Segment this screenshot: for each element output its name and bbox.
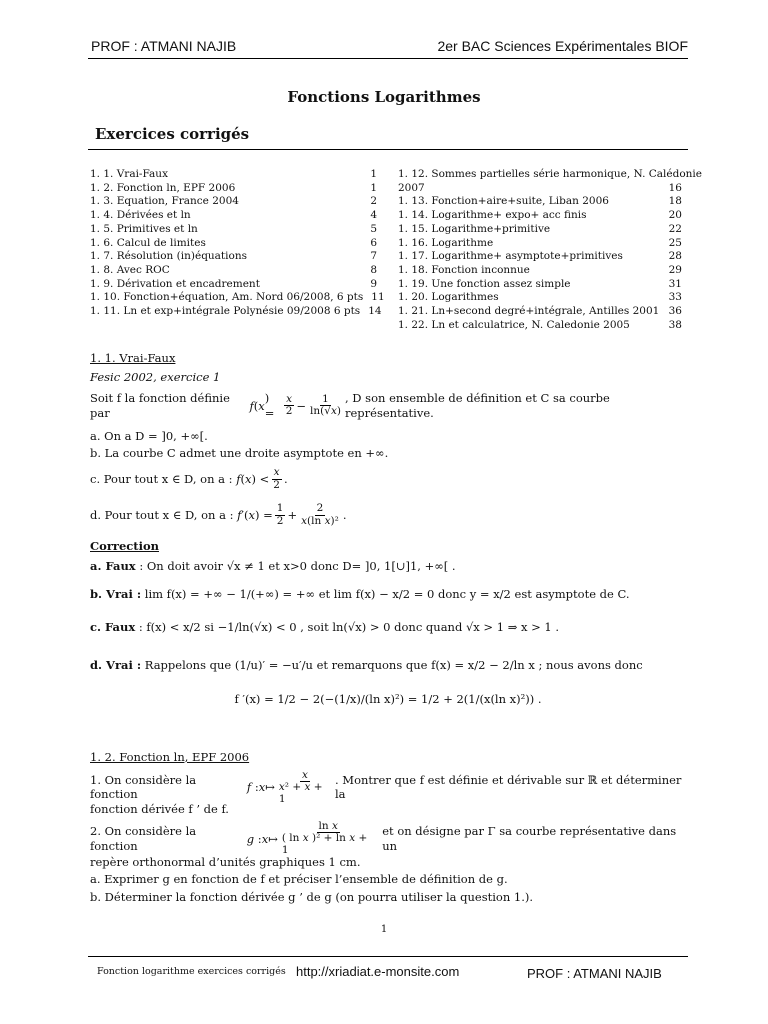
exercise-2-q2-cont: repère orthonormal d’unités graphiques 1 cm. <box>90 854 361 869</box>
toc-item-page: 18 <box>668 195 682 208</box>
exercise-2-q1-cont: fonction dérivée f ’ de f. <box>90 802 229 817</box>
toc-item-label: 1. 14. Logarithme+ expo+ acc finis <box>398 209 587 222</box>
toc-item[interactable] <box>90 237 377 251</box>
correction-heading: Correction <box>90 538 159 553</box>
exercise-2 <box>90 750 686 904</box>
page-number: 1 <box>380 924 388 935</box>
toc-item-page: 2 <box>370 195 377 208</box>
toc-item-label: 1. 13. Fonction+aire+suite, Liban 2006 <box>398 195 609 208</box>
toc-item-page: 1 <box>370 168 377 180</box>
toc-item-label: 1. 18. Fonction inconnue <box>398 263 530 276</box>
exercise-2-qa: a. Exprimer g en fonction de f et préciser l’ensemble de définition de g. <box>90 872 508 887</box>
toc-item-page: 1 <box>370 181 377 194</box>
question-c: c. Pour tout x ∈ D, on a : f ( x ) < $\frac{x}{2}$ . <box>90 466 288 491</box>
question-b: b. La courbe C admet une droite asymptote en +∞. <box>90 446 389 461</box>
toc-item-label: 1. 8. Avec ROC <box>90 263 170 276</box>
toc-item[interactable] <box>398 305 682 319</box>
exercise-source: Fesic 2002, exercice 1 <box>90 370 221 385</box>
toc-item-page: 4 <box>370 209 377 222</box>
section-rule <box>88 149 688 150</box>
exercise-heading: 1. 2. Fonction ln, EPF 2006 <box>90 750 250 764</box>
toc-item[interactable] <box>398 195 682 209</box>
toc-item-label: 1. 19. Une fonction assez simple <box>398 277 571 290</box>
toc-item[interactable] <box>90 291 385 305</box>
footer-title: Fonction logarithme exercices corrigés <box>97 966 286 977</box>
exercise-2-q1: 1. On considère la fonction f : x ↦ $\frac{x}{\text{x² + x + 1}}$ . Montrer que f est définie et dérivable sur ℝ et déterminer la <box>90 768 682 805</box>
toc-item-label: 1. 6. Calcul de limites <box>90 236 206 249</box>
toc-item-page: 29 <box>668 263 682 276</box>
toc-item[interactable] <box>90 223 377 237</box>
toc-item[interactable] <box>398 209 682 223</box>
toc-item[interactable] <box>90 209 377 223</box>
toc-item[interactable] <box>398 250 682 264</box>
toc-item-label: 1. 16. Logarithme <box>398 236 494 249</box>
correction-a: a. Faux : On doit avoir √x ≠ 1 et x>0 donc D= ]0, 1[∪]1, +∞[ . <box>90 558 456 573</box>
question-d: d. Pour tout x ∈ D, on a : f ′( x ) = $\frac{1}{2}$ + $\frac{2}{\text{x(ln x)²}}$ . <box>90 502 347 527</box>
toc-item-page: 28 <box>668 250 682 263</box>
section-heading: Exercices corrigés <box>95 125 250 143</box>
toc-item[interactable] <box>90 182 377 196</box>
footer-author: PROF : ATMANI NAJIB <box>527 966 662 981</box>
correction-c: c. Faux : f(x) < x/2 si −1/ln(√x) < 0 , soit ln(√x) > 0 donc quand √x > 1 ⇒ x > 1 . <box>90 619 560 634</box>
question-a: a. On a D = ]0, +∞[. <box>90 428 208 443</box>
footer-rule <box>88 956 688 957</box>
toc-item[interactable] <box>398 319 682 333</box>
exercise-1 <box>90 351 686 707</box>
toc-left <box>90 168 385 319</box>
toc-item-page: 38 <box>668 318 682 331</box>
toc-item-page: 7 <box>370 250 377 263</box>
exercise-heading: 1. 1. Vrai-Faux <box>90 351 176 365</box>
toc-item-page: 22 <box>668 222 682 235</box>
toc-item-label: 1. 10. Fonction+équation, Am. Nord 06/2008, 6 pts <box>90 291 364 304</box>
header-rule <box>88 58 688 59</box>
toc-item[interactable] <box>90 264 377 278</box>
toc-item-label: 1. 2. Fonction ln, EPF 2006 <box>90 181 236 194</box>
toc-item[interactable]: 2007 16 <box>398 181 682 194</box>
toc-item[interactable] <box>398 237 682 251</box>
toc-item-page: 9 <box>370 277 377 290</box>
toc-item-label: 1. 1. Vrai-Faux <box>90 168 168 180</box>
toc-item-page: 8 <box>370 263 377 276</box>
toc-item-label: 1. 21. Ln+second degré+intégrale, Antilles 2001 <box>398 305 660 318</box>
toc-item[interactable] <box>90 305 382 319</box>
toc-item[interactable] <box>90 278 377 292</box>
toc-item-label: 1. 4. Dérivées et ln <box>90 209 191 222</box>
exercise-2-qb: b. Déterminer la fonction dérivée g ’ de g (on pourra utiliser la question 1.). <box>90 889 534 904</box>
toc-item[interactable] <box>90 250 377 264</box>
toc-item-label: 1. 15. Logarithme+primitive <box>398 222 551 235</box>
correction-d-formula: f ′(x) = 1/2 − 2(−(1/x)/(ln x)²) = 1/2 + 2(1/(x(ln x)²)) . <box>234 692 542 707</box>
correction-d: d. Vrai : Rappelons que (1/u)′ = −u′/u et remarquons que f(x) = x/2 − 2/ln x ; nous avons donc <box>90 658 643 672</box>
toc-item-label: 1. 22. Ln et calculatrice, N. Caledonie 2005 <box>398 318 630 331</box>
correction-b: b. Vrai : lim f(x) = +∞ − 1/(+∞) = +∞ et lim f(x) − x/2 = 0 donc y = x/2 est asymptote de C. <box>90 587 630 602</box>
header-class: 2er BAC Sciences Expérimentales BIOF <box>437 38 688 54</box>
toc-item-page: 36 <box>668 305 682 318</box>
toc-item-label: 1. 5. Primitives et ln <box>90 222 198 235</box>
exercise-2-q2: 2. On considère la fonction g : x ↦ $\frac{\text{ln x}}{\text{( ln x )² + ln x + 1}}$ et on désigne par Γ sa courbe représentative dans un <box>90 819 677 857</box>
toc-item-label: 1. 7. Résolution (in)équations <box>90 250 247 263</box>
exercise-statement: Soit f la fonction définie par f ( x ) = $\frac{x}{2}$ − $\frac{1}{\ln(√x)}$ , D son ensemble de définition et C sa courbe représentative. <box>90 391 610 420</box>
toc-item[interactable] <box>90 168 377 182</box>
toc-item-page: 20 <box>668 209 682 222</box>
toc-item-page: 5 <box>370 222 377 235</box>
toc-item-page: 25 <box>668 236 682 249</box>
toc-item[interactable] <box>398 223 682 237</box>
toc-item-label: 1. 3. Equation, France 2004 <box>90 195 239 208</box>
toc-right <box>398 168 702 332</box>
page-title: Fonctions Logarithmes <box>287 88 481 106</box>
toc-item-label: 1. 20. Logarithmes <box>398 291 499 304</box>
toc-item-page: 14 <box>368 305 382 318</box>
toc-item-label: 1. 11. Ln et exp+intégrale Polynésie 09/2008 6 pts <box>90 305 361 318</box>
toc-item[interactable]: 1. 12. Sommes partielles série harmonique, N. Calédonie <box>398 168 702 180</box>
toc-item-page: 6 <box>370 236 377 249</box>
toc-item[interactable] <box>398 291 682 305</box>
toc-item[interactable] <box>398 278 682 292</box>
toc-item-page: 31 <box>668 277 682 290</box>
toc-item-label: 1. 9. Dérivation et encadrement <box>90 277 260 290</box>
toc-item[interactable] <box>398 264 682 278</box>
toc-item-label: 1. 17. Logarithme+ asymptote+primitives <box>398 250 623 263</box>
toc-item[interactable] <box>90 195 377 209</box>
footer-link[interactable]: http://xriadiat.e-monsite.com <box>296 964 460 979</box>
toc-item-page: 33 <box>668 291 682 304</box>
toc-item-page: 11 <box>371 291 385 304</box>
header-author: PROF : ATMANI NAJIB <box>91 38 237 54</box>
